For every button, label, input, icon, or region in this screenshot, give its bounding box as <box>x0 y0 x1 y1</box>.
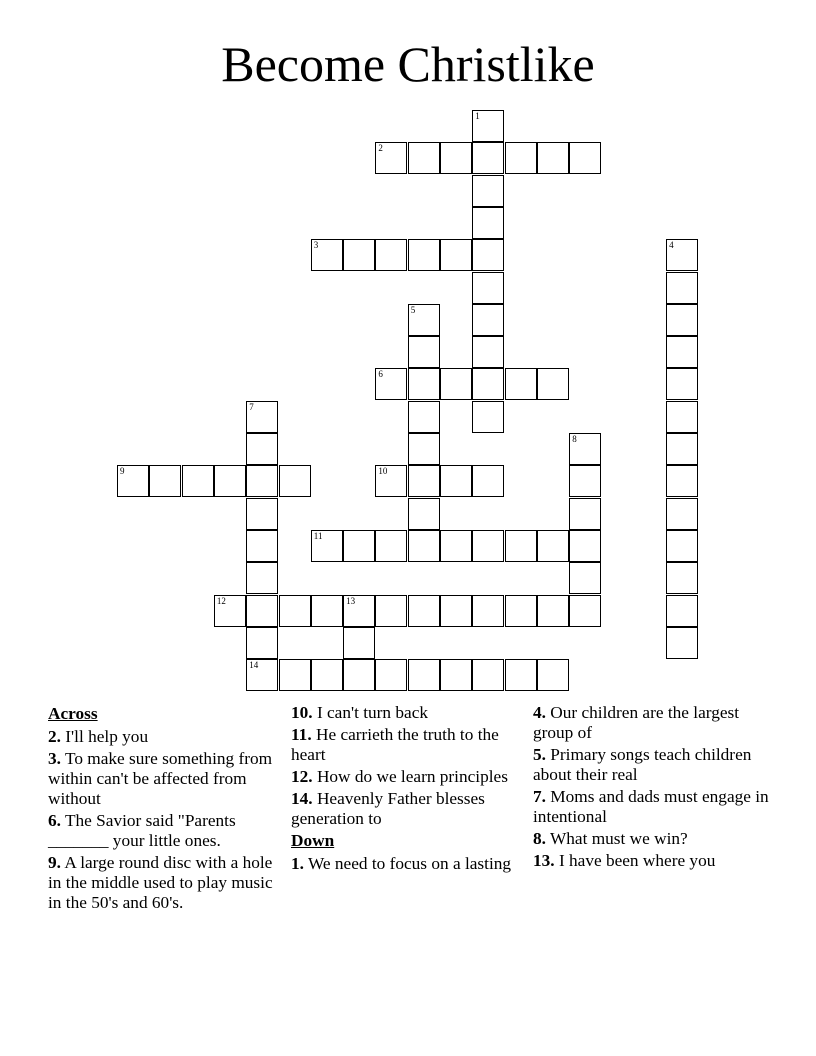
clue-number: 14. <box>291 789 313 808</box>
grid-cell[interactable] <box>375 465 407 497</box>
clue-across-14 <box>291 789 527 829</box>
grid-cell[interactable] <box>440 142 472 174</box>
clue-number: 13. <box>533 851 555 870</box>
grid-cell[interactable] <box>117 465 149 497</box>
grid-cell[interactable] <box>666 562 698 594</box>
clue-across-12 <box>291 767 527 787</box>
grid-cell[interactable] <box>666 368 698 400</box>
clue-number-label: 1 <box>475 111 480 121</box>
grid-cell[interactable] <box>246 433 278 465</box>
clue-number: 4. <box>533 703 546 722</box>
across-heading: Across <box>48 704 98 723</box>
grid-cell[interactable] <box>246 562 278 594</box>
grid-cell[interactable] <box>246 401 278 433</box>
down-heading: Down <box>291 831 335 850</box>
grid-cell[interactable] <box>246 465 278 497</box>
grid-cell[interactable] <box>666 239 698 271</box>
clue-across-6 <box>48 811 284 851</box>
clue-text: What must we win? <box>549 829 688 848</box>
grid-cell[interactable] <box>472 239 504 271</box>
clue-number-label: 12 <box>216 595 226 606</box>
clue-number-label: 10 <box>378 466 388 477</box>
grid-cell[interactable] <box>505 530 537 562</box>
grid-cell[interactable] <box>472 595 504 627</box>
grid-cell[interactable] <box>246 498 278 530</box>
grid-cell[interactable] <box>375 142 407 174</box>
grid-cell[interactable] <box>537 368 569 400</box>
clue-number: 3. <box>48 749 61 768</box>
grid-cell[interactable] <box>472 304 504 336</box>
grid-cell[interactable] <box>666 272 698 304</box>
grid-cell[interactable] <box>440 368 472 400</box>
clue-number-label: 4 <box>669 240 674 251</box>
grid-cell[interactable] <box>505 142 537 174</box>
clue-text: A large round disc with a hole in the middle used to play music in the 50's and 60's. <box>48 853 273 912</box>
grid-cell[interactable] <box>440 595 472 627</box>
clue-across-9 <box>48 853 284 913</box>
grid-cell[interactable] <box>408 368 440 400</box>
grid-cell[interactable] <box>666 336 698 368</box>
clue-number: 1. <box>291 854 304 873</box>
clue-number-label: 9 <box>120 466 125 477</box>
clue-number: 7. <box>533 787 546 806</box>
grid-cell[interactable] <box>666 595 698 627</box>
grid-cell[interactable] <box>505 595 537 627</box>
clue-down-13 <box>533 851 769 871</box>
grid-cell[interactable] <box>343 627 375 659</box>
clue-text: We need to focus on a lasting <box>307 854 512 873</box>
clue-down-1 <box>291 854 527 874</box>
clue-number: 12. <box>291 767 313 786</box>
clue-number-label: 8 <box>572 434 577 444</box>
clue-text: Heavenly Father blesses generation to <box>291 789 485 828</box>
clue-number-label: 5 <box>410 304 416 315</box>
grid-cell[interactable] <box>472 207 504 239</box>
grid-cell[interactable] <box>149 465 181 497</box>
grid-cell[interactable] <box>440 465 472 497</box>
clues-column-3 <box>533 703 769 873</box>
grid-cell[interactable] <box>408 465 440 497</box>
grid-cell[interactable] <box>311 530 343 562</box>
grid-cell[interactable] <box>375 530 407 562</box>
grid-cell[interactable] <box>537 659 569 691</box>
grid-cell[interactable] <box>472 659 504 691</box>
clue-down-8 <box>533 829 769 849</box>
grid-cell[interactable] <box>666 433 698 465</box>
grid-cell[interactable] <box>343 239 375 271</box>
grid-cell[interactable] <box>408 659 440 691</box>
clue-number-label: 7 <box>249 401 254 412</box>
grid-cell[interactable] <box>408 498 440 530</box>
grid-cell[interactable] <box>569 530 601 562</box>
grid-cell[interactable] <box>666 498 698 530</box>
grid-cell[interactable] <box>408 304 440 336</box>
grid-cell[interactable] <box>343 595 375 627</box>
clue-number-label: 3 <box>313 240 319 251</box>
grid-cell[interactable] <box>311 239 343 271</box>
clue-down-4 <box>533 703 769 743</box>
grid-cell[interactable] <box>408 239 440 271</box>
grid-cell[interactable] <box>279 465 311 497</box>
grid-cell[interactable] <box>408 142 440 174</box>
grid-cell[interactable] <box>343 530 375 562</box>
clue-number: 10. <box>291 703 313 722</box>
grid-cell[interactable] <box>343 659 375 691</box>
grid-cell[interactable] <box>408 433 440 465</box>
clue-text: Our children are the largest group of <box>533 703 740 742</box>
grid-cell[interactable] <box>472 175 504 207</box>
grid-cell[interactable] <box>666 465 698 497</box>
grid-cell[interactable] <box>569 433 601 465</box>
grid-cell[interactable] <box>182 465 214 497</box>
clue-number-label: 6 <box>378 369 383 380</box>
clue-text: I'll help you <box>65 727 149 746</box>
clue-down-7 <box>533 787 769 827</box>
grid-cell[interactable] <box>472 401 504 433</box>
grid-cell[interactable] <box>311 659 343 691</box>
clue-number: 11. <box>291 725 312 744</box>
grid-cell[interactable] <box>440 530 472 562</box>
clue-across-3 <box>48 749 284 809</box>
grid-cell[interactable] <box>537 142 569 174</box>
grid-cell[interactable] <box>375 368 407 400</box>
clue-number-label: 13 <box>346 595 356 606</box>
grid-cell[interactable] <box>375 595 407 627</box>
grid-cell[interactable] <box>246 595 278 627</box>
grid-cell[interactable] <box>246 627 278 659</box>
page-title: Become Christlike <box>221 36 595 92</box>
grid-cell[interactable] <box>408 530 440 562</box>
clue-text: I have been where you <box>558 851 716 870</box>
clue-down-5 <box>533 745 769 785</box>
clue-text: How do we learn principles <box>316 767 508 786</box>
grid-cell[interactable] <box>569 498 601 530</box>
grid-cell[interactable] <box>505 368 537 400</box>
grid-cell[interactable] <box>408 401 440 433</box>
clue-across-11 <box>291 725 527 765</box>
grid-cell[interactable] <box>569 142 601 174</box>
clue-across-2 <box>48 727 284 747</box>
clue-number: 2. <box>48 727 61 746</box>
grid-cell[interactable] <box>311 595 343 627</box>
grid-cell[interactable] <box>666 304 698 336</box>
grid-cell[interactable] <box>666 627 698 659</box>
clue-text: I can't turn back <box>316 703 429 722</box>
grid-cell[interactable] <box>472 336 504 368</box>
grid-cell[interactable] <box>472 465 504 497</box>
grid-cell[interactable] <box>214 465 246 497</box>
clue-number: 5. <box>533 745 546 764</box>
grid-cell[interactable] <box>279 659 311 691</box>
grid-cell[interactable] <box>505 659 537 691</box>
grid-cell[interactable] <box>569 562 601 594</box>
grid-cell[interactable] <box>472 530 504 562</box>
clue-number-label: 14 <box>249 660 259 671</box>
clue-text: Moms and dads must engage in intentional <box>533 787 769 826</box>
grid-cell[interactable] <box>666 401 698 433</box>
clue-number: 6. <box>48 811 61 830</box>
grid-cell[interactable] <box>537 530 569 562</box>
clue-text: To make sure something from within can't be affected from without <box>48 749 273 808</box>
clue-number-label: 11 <box>313 530 323 541</box>
grid-cell[interactable] <box>214 595 246 627</box>
grid-cell[interactable] <box>246 659 278 691</box>
grid-cell[interactable] <box>375 659 407 691</box>
clue-text: Primary songs teach children about their real <box>533 745 752 784</box>
clue-number: 8. <box>533 829 546 848</box>
grid-cell[interactable] <box>472 142 504 174</box>
grid-cell[interactable] <box>472 272 504 304</box>
clues-column-2 <box>291 703 527 876</box>
clue-text: The Savior said "Parents _______ your little ones. <box>48 811 236 850</box>
clue-text: He carrieth the truth to the heart <box>291 725 499 764</box>
clues-column-1 <box>48 703 284 915</box>
grid-cell[interactable] <box>569 465 601 497</box>
grid-cell[interactable] <box>375 239 407 271</box>
grid-cell[interactable] <box>246 530 278 562</box>
grid-cell[interactable] <box>666 530 698 562</box>
grid-cell[interactable] <box>472 368 504 400</box>
grid-cell[interactable] <box>408 336 440 368</box>
clue-number-label: 2 <box>378 143 383 154</box>
clue-across-10 <box>291 703 527 723</box>
grid-cell[interactable] <box>569 595 601 627</box>
grid-cell[interactable] <box>408 595 440 627</box>
grid-cell[interactable] <box>440 239 472 271</box>
grid-cell[interactable] <box>472 110 504 142</box>
grid-cell[interactable] <box>537 595 569 627</box>
clue-number: 9. <box>48 853 61 872</box>
grid-cell[interactable] <box>279 595 311 627</box>
grid-cell[interactable] <box>440 659 472 691</box>
